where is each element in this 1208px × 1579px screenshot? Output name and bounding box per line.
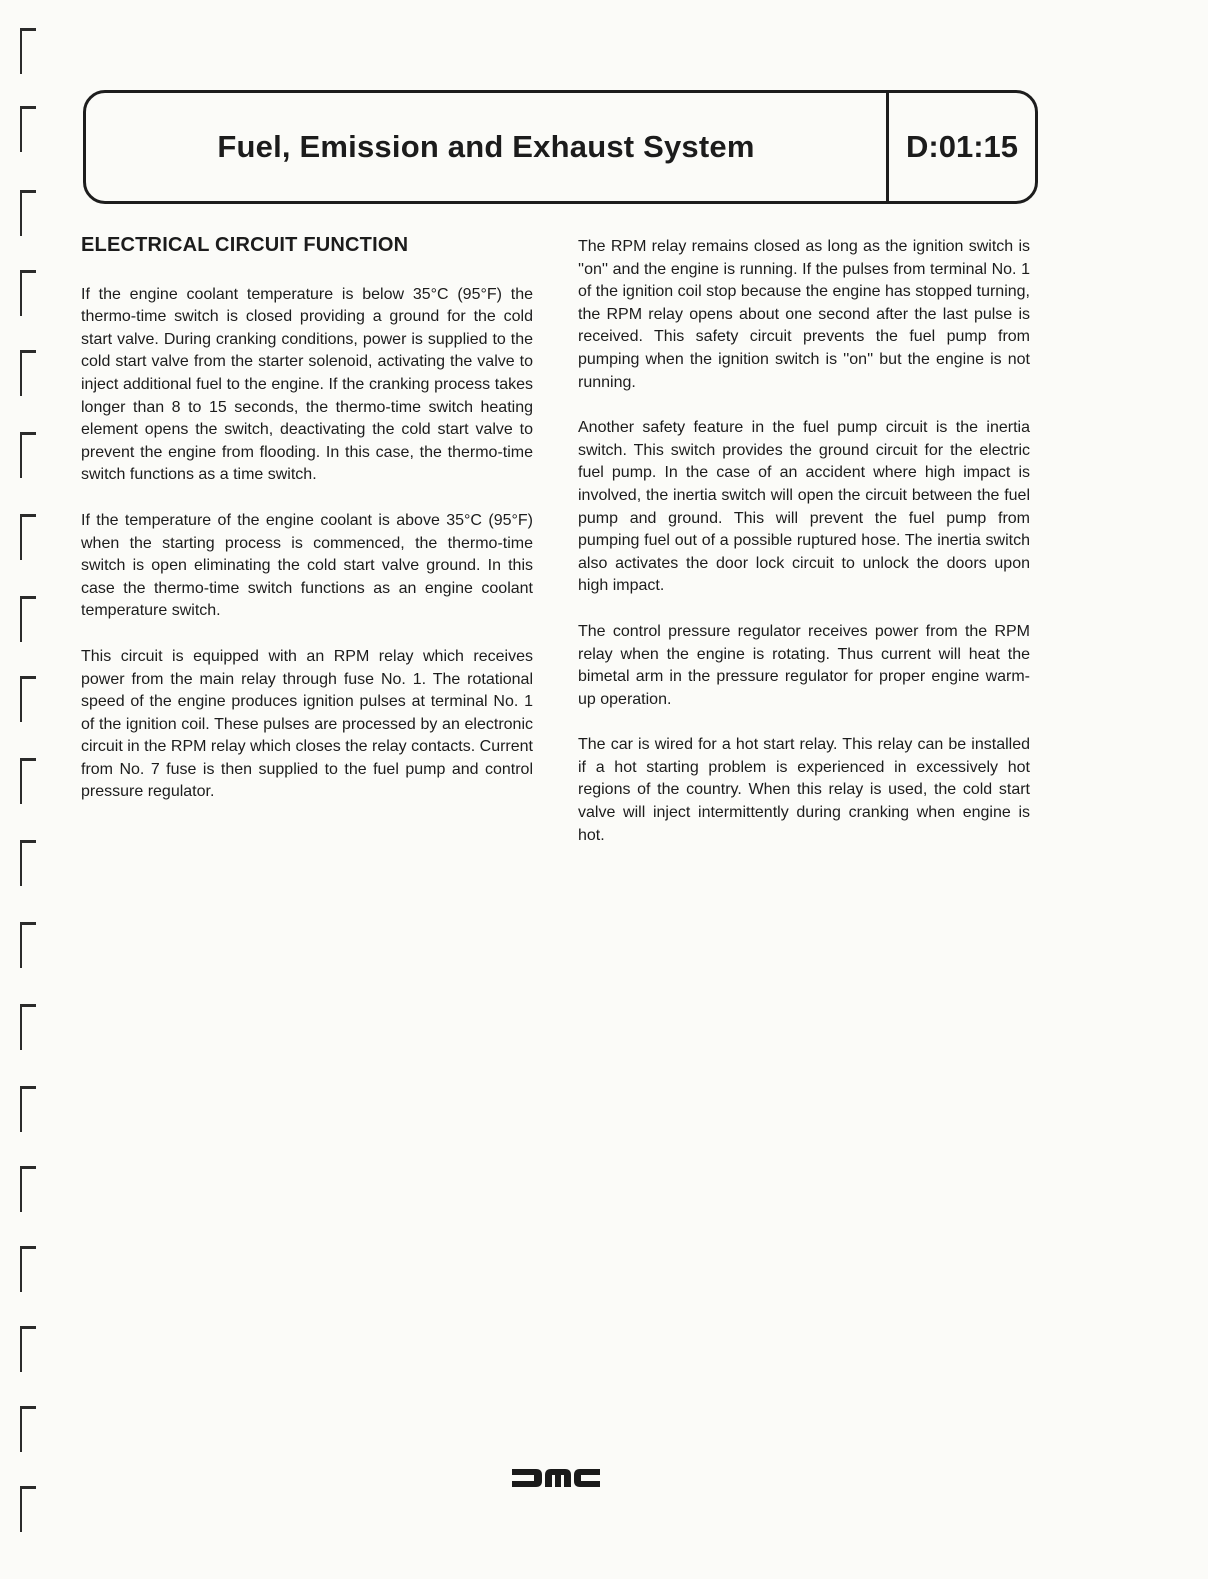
- binder-hole-mark: [20, 840, 36, 886]
- section-heading: ELECTRICAL CIRCUIT FUNCTION: [81, 234, 409, 256]
- binder-hole-mark: [20, 28, 36, 74]
- page-code: D:01:15: [906, 129, 1018, 164]
- binder-hole-mark: [20, 1326, 36, 1372]
- page-title: Fuel, Emission and Exhaust System: [217, 129, 755, 164]
- right-column: [578, 236, 1030, 870]
- binder-hole-mark: [20, 1004, 36, 1050]
- binder-hole-mark: [20, 190, 36, 236]
- binder-hole-mark: [20, 676, 36, 722]
- binder-hole-mark: [20, 1166, 36, 1212]
- binder-hole-mark: [20, 270, 36, 316]
- binder-hole-mark: [20, 106, 36, 152]
- paragraph: If the temperature of the engine coolant is above 35°C (95°F) when the starting process is commenced, the thermo-time switch is open eliminating the cold start valve ground. In this case the thermo-time switch functions as an engine coolant temperature switch.: [81, 511, 533, 620]
- binder-holes: [20, 0, 50, 1579]
- left-column: [81, 230, 533, 827]
- binder-hole-mark: [20, 1246, 36, 1292]
- paragraph: This circuit is equipped with an RPM relay which receives power from the main relay through fuse No. 1. The rotational speed of the engine produces ignition pulses at terminal No. 1 of the ignition coil. These pulses are processed by an electronic circuit in the RPM relay which closes the relay contacts. Current from No. 7 fuse is then supplied to the fuel pump and control pressure regulator.: [81, 647, 533, 801]
- paragraph: The control pressure regulator receives power from the RPM relay when the engine is rotating. Thus current will heat the bimetal arm in the pressure regulator for proper engine warm-up operation.: [578, 622, 1030, 708]
- dmc-logo-icon: [510, 1466, 602, 1490]
- binder-hole-mark: [20, 514, 36, 560]
- page-header: [83, 90, 1038, 204]
- binder-hole-mark: [20, 1086, 36, 1132]
- binder-hole-mark: [20, 1486, 36, 1532]
- paragraph: The car is wired for a hot start relay. This relay can be installed if a hot starting problem is experienced in excessively hot regions of the country. When this relay is used, the cold start valve will inject intermittently during cranking when engine is hot.: [578, 736, 1030, 844]
- paragraph: The RPM relay remains closed as long as the ignition switch is ''on'' and the engine is running. If the pulses from terminal No. 1 of the ignition coil stop because the engine has stopped turning, the RPM relay opens about one second after the last pulse is received. This safety circuit prevents the fuel pump from pumping when the ignition switch is ''on'' but the engine is not running.: [578, 238, 1030, 391]
- binder-hole-mark: [20, 432, 36, 478]
- binder-hole-mark: [20, 922, 36, 968]
- paragraph: If the engine coolant temperature is below 35°C (95°F) the thermo-time switch is closed providing a ground for the cold start valve. During cranking conditions, power is supplied to the cold start valve from the starter solenoid, activating the valve to inject additional fuel to the engine. If the cranking process takes longer than 8 to 15 seconds, the thermo-time switch heating element opens the switch, deactivating the cold start valve to prevent the engine from flooding. In this case, the thermo-time switch functions as a time switch.: [81, 285, 533, 484]
- paragraph: Another safety feature in the fuel pump circuit is the inertia switch. This switch provides the ground circuit for the electric fuel pump. In the case of an accident where high impact is involved, the inertia switch will open the circuit between the fuel pump and ground. This will prevent the fuel pump from pumping fuel out of a possible ruptured hose. The inertia switch also activates the door lock circuit to unlock the doors upon high impact.: [578, 419, 1030, 595]
- binder-hole-mark: [20, 1406, 36, 1452]
- binder-hole-mark: [20, 596, 36, 642]
- binder-hole-mark: [20, 758, 36, 804]
- binder-hole-mark: [20, 350, 36, 396]
